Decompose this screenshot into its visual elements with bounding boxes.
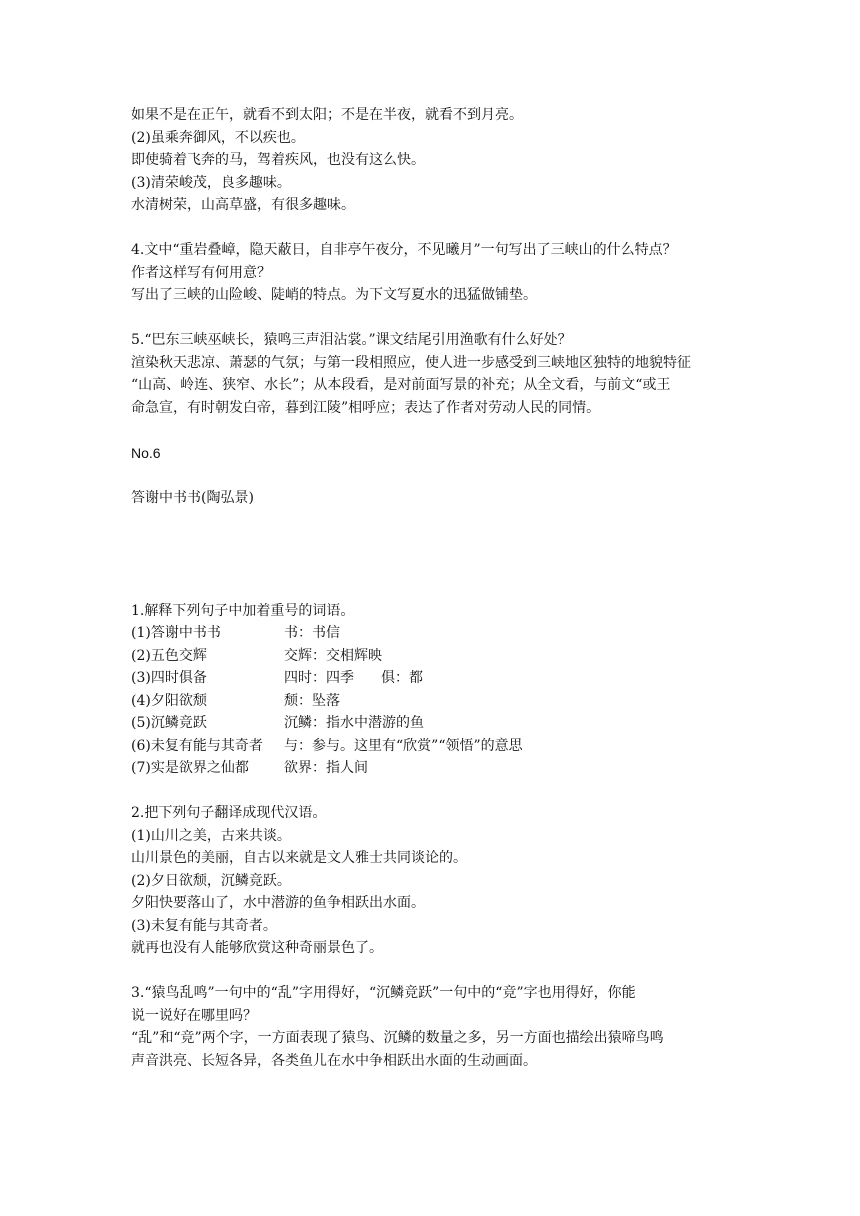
text-line: 水清树荣，山高草盛，有很多趣味。 [131, 197, 355, 213]
text-line: 说一说好在哪里吗？ [131, 1008, 257, 1024]
section-number: No.6 [131, 445, 161, 461]
question-3: 3.“猿鸟乱鸣”一句中的“乱”字用得好，“沉鳞竞跃”一句中的“竞”字也用得好，你能 [131, 985, 636, 1001]
text-line: “山高、岭连、狭窄、水长”；从本段看，是对前面写景的补充；从全文看，与前文“或王 [131, 377, 671, 393]
gloss-meaning: 书：书信 [284, 625, 340, 641]
text-line: (3)清荣峻茂，良多趣味。 [131, 175, 291, 191]
gloss-phrase: (2)五色交辉 [131, 648, 207, 664]
text-line: 作者这样写有何用意？ [131, 265, 271, 281]
gloss-meaning: 沉鳞：指水中潜游的鱼 [284, 715, 424, 731]
text-line: 即使骑着飞奔的马，驾着疾风，也没有这么快。 [131, 152, 425, 168]
gloss-row [131, 757, 741, 779]
text-line: (2)虽乘奔御风，不以疾也。 [131, 130, 305, 146]
text-line: (1)山川之美，古来共谈。 [131, 828, 291, 844]
gloss-phrase: (6)未复有能与其奇者 [131, 738, 263, 754]
text-line: 就再也没有人能够欣赏这种奇丽景色了。 [131, 940, 383, 956]
answer-3: “乱”和“竞”两个字，一方面表现了猿鸟、沉鳞的数量之多，另一方面也描绘出猿啼鸟鸣 [131, 1030, 664, 1046]
gloss-meaning: 交辉：交相辉映 [284, 648, 382, 664]
question-1: 1.解释下列句子中加着重号的词语。 [131, 603, 355, 619]
gloss-phrase: (5)沉鳞竞跃 [131, 715, 207, 731]
gloss-row [131, 735, 741, 757]
gloss-meaning: 四时：四季 [284, 670, 354, 686]
gloss-row [131, 690, 741, 712]
gloss-row [131, 645, 741, 667]
gloss-phrase: (4)夕阳欲颓 [131, 693, 207, 709]
gloss-phrase: (1)答谢中书书 [131, 625, 221, 641]
text-line: (2)夕日欲颓，沉鳞竞跃。 [131, 873, 291, 889]
text-line: 山川景色的美丽，自古以来就是文人雅士共同谈论的。 [131, 850, 467, 866]
gloss-extra: 俱：都 [381, 670, 423, 686]
gloss-meaning: 欲界：指人间 [284, 760, 368, 776]
gloss-phrase: (3)四时俱备 [131, 670, 207, 686]
text-line: (3)未复有能与其奇者。 [131, 918, 277, 934]
text-line: 命急宣，有时朝发白帝，暮到江陵”相呼应；表达了作者对劳动人民的同情。 [131, 400, 601, 416]
gloss-row [131, 712, 741, 734]
gloss-meaning: 颓：坠落 [284, 693, 340, 709]
gloss-row [131, 622, 741, 644]
answer-4: 写出了三峡的山险峻、陡峭的特点。为下文写夏水的迅猛做铺垫。 [131, 287, 537, 303]
text-line: 夕阳快要落山了，水中潜游的鱼争相跃出水面。 [131, 895, 425, 911]
gloss-row [131, 667, 741, 689]
text-line: 声音洪亮、长短各异，各类鱼儿在水中争相跃出水面的生动画面。 [131, 1053, 537, 1069]
answer-5: 渲染秋天悲凉、萧瑟的气氛；与第一段相照应，使人进一步感受到三峡地区独特的地貌特征 [131, 355, 691, 371]
gloss-phrase: (7)实是欲界之仙都 [131, 760, 249, 776]
question-5: 5.“巴东三峡巫峡长，猿鸣三声泪沾裳。”课文结尾引用渔歌有什么好处？ [131, 332, 572, 348]
section-title: 答谢中书书(陶弘景) [131, 490, 254, 506]
question-4: 4.文中“重岩叠嶂，隐天蔽日，自非亭午夜分，不见曦月”一句写出了三峡山的什么特点？ [131, 242, 677, 258]
gloss-meaning: 与：参与。这里有“欣赏”“领悟”的意思 [284, 738, 523, 754]
text-line: 如果不是在正午，就看不到太阳；不是在半夜，就看不到月亮。 [131, 107, 523, 123]
question-2: 2.把下列句子翻译成现代汉语。 [131, 805, 327, 821]
